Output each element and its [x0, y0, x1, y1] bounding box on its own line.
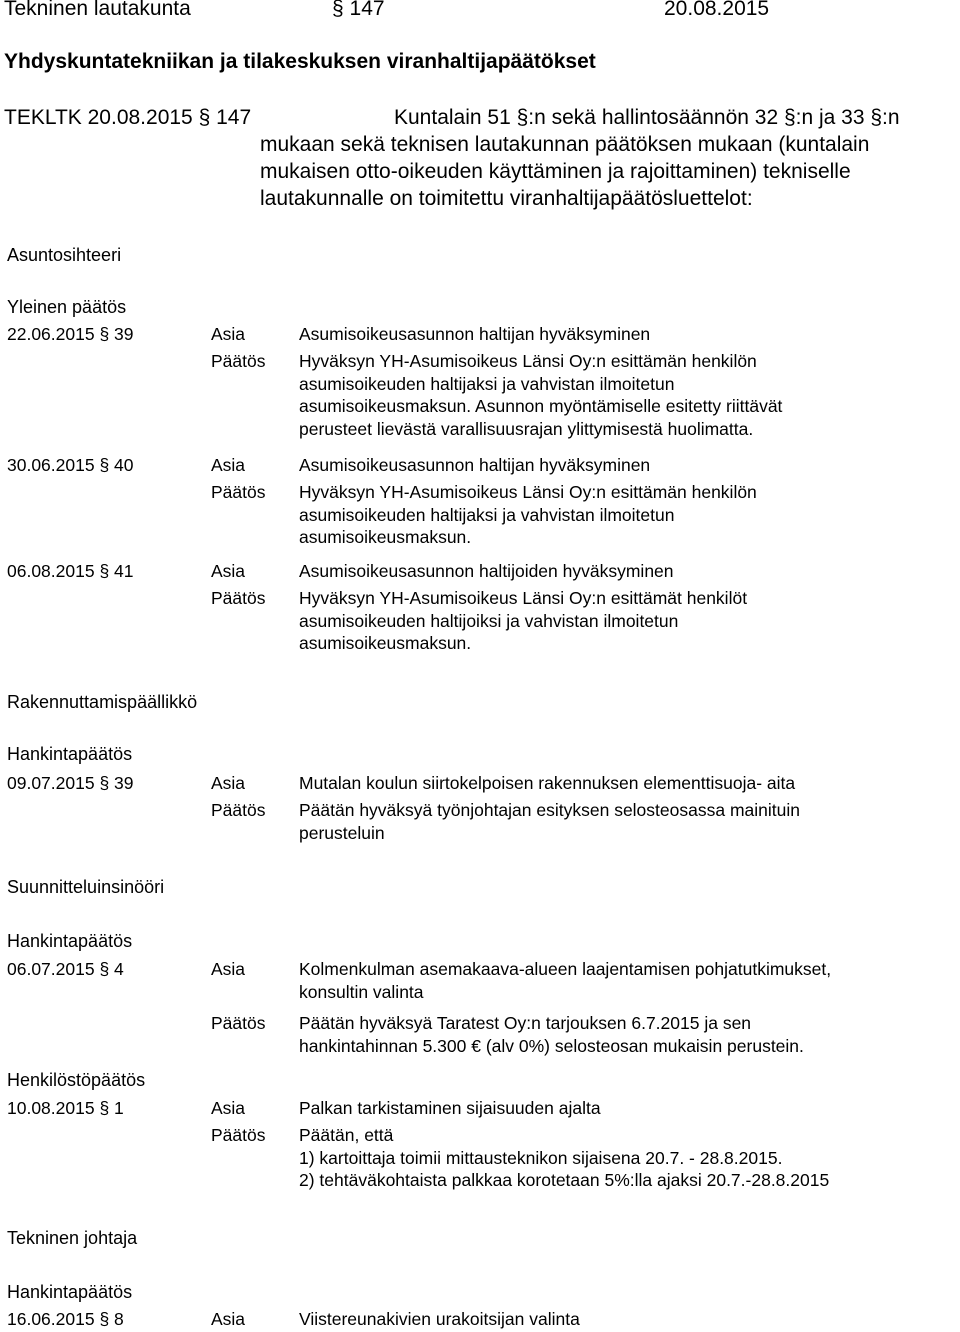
paatos-line: Päätän, että: [299, 1125, 394, 1145]
paatos-line: asumisoikeusmaksun.: [299, 633, 472, 653]
decision-type: Yleinen päätös: [7, 297, 127, 317]
header-date: 20.08.2015: [664, 0, 770, 20]
paatos-line: Päätän hyväksyä Taratest Oy:n tarjouksen 6.7.2015 ja sen: [299, 1013, 752, 1033]
asia-label: Asia: [211, 773, 246, 793]
section-title: Rakennuttamispäällikkö: [7, 692, 198, 712]
asia-text: Asumisoikeusasunnon haltijan hyväksyminen: [299, 324, 651, 344]
paatos-label: Päätös: [211, 800, 266, 820]
paatos-label: Päätös: [211, 482, 266, 502]
decision-ref: 06.07.2015 § 4: [7, 959, 124, 979]
asia-label: Asia: [211, 561, 246, 581]
asia-label: Asia: [211, 455, 246, 475]
header-number: § 147: [332, 0, 385, 20]
paatos-line: 2) tehtäväkohtaista palkkaa korotetaan 5%:lla ajaksi 20.7.-28.8.2015: [299, 1170, 830, 1190]
asia-text: Kolmenkulman asemakaava-alueen laajentamisen pohjatutkimukset,: [299, 959, 832, 979]
asia-text: Palkan tarkistaminen sijaisuuden ajalta: [299, 1098, 601, 1118]
paatos-line: perusteluin: [299, 822, 385, 843]
intro-ref: TEKLTK 20.08.2015 § 147: [4, 106, 252, 129]
paatos-line: asumisoikeuden haltijoiksi ja vahvistan ilmoitetun: [299, 610, 679, 631]
asia-text: Asumisoikeusasunnon haltijoiden hyväksyminen: [299, 561, 674, 581]
intro-text: [260, 104, 900, 212]
header-org: Tekninen lautakunta: [4, 0, 191, 20]
paatos-line: asumisoikeusmaksun.: [299, 527, 472, 547]
asia-label: Asia: [211, 1309, 246, 1329]
decision-ref: 16.06.2015 § 8: [7, 1309, 124, 1329]
section-title: Suunnitteluinsinööri: [7, 877, 165, 897]
paatos-label: Päätös: [211, 351, 266, 371]
decision-ref: 09.07.2015 § 39: [7, 773, 134, 793]
asia-label: Asia: [211, 324, 246, 344]
decision-type: Henkilöstöpäätös: [7, 1070, 146, 1090]
paatos-line: Päätän hyväksyä työnjohtajan esityksen selosteosassa mainituin: [299, 800, 800, 820]
decision-ref: 06.08.2015 § 41: [7, 561, 134, 581]
asia-text: Viistereunakivien urakoitsijan valinta: [299, 1309, 580, 1329]
paatos-line: hankintahinnan 5.300 € (alv 0%) selosteosan mukaisin perustein.: [299, 1035, 804, 1056]
decision-type: Hankintapäätös: [7, 931, 133, 951]
paatos-line: 1) kartoittaja toimii mittausteknikon sijaisena 20.7. - 28.8.2015.: [299, 1147, 783, 1168]
paatos-label: Päätös: [211, 1013, 266, 1033]
decision-type: Hankintapäätös: [7, 1282, 133, 1302]
paatos-line: Hyväksyn YH-Asumisoikeus Länsi Oy:n esittämän henkilön: [299, 351, 757, 371]
intro-line: mukaisen otto-oikeuden käyttäminen ja rajoittaminen) tekniselle: [260, 160, 851, 183]
asia-label: Asia: [211, 959, 246, 979]
page-title: Yhdyskuntatekniikan ja tilakeskuksen viranhaltijapäätökset: [4, 50, 596, 73]
asia-label: Asia: [211, 1098, 246, 1118]
paatos-line: asumisoikeuden haltijaksi ja vahvistan ilmoitetun: [299, 504, 675, 525]
asia-text: Mutalan koulun siirtokelpoisen rakennuksen elementtisuoja- aita: [299, 773, 796, 793]
asia-text: Asumisoikeusasunnon haltijan hyväksyminen: [299, 455, 651, 475]
intro-line: Kuntalain 51 §:n sekä hallintosäännön 32 §:n ja 33 §:n: [394, 106, 900, 129]
section-title: Tekninen johtaja: [7, 1228, 138, 1248]
intro-line: lautakunnalle on toimitettu viranhaltijapäätösluettelot:: [260, 187, 753, 210]
decision-ref: 30.06.2015 § 40: [7, 455, 134, 475]
paatos-line: asumisoikeusmaksun. Asunnon myöntämiselle esitetty riittävät: [299, 396, 783, 416]
section-title: Asuntosihteeri: [7, 245, 122, 265]
paatos-label: Päätös: [211, 588, 266, 608]
decision-ref: 22.06.2015 § 39: [7, 324, 134, 344]
paatos-label: Päätös: [211, 1125, 266, 1145]
paatos-line: Hyväksyn YH-Asumisoikeus Länsi Oy:n esittämän henkilön: [299, 482, 757, 502]
decision-ref: 10.08.2015 § 1: [7, 1098, 124, 1118]
decision-type: Hankintapäätös: [7, 744, 133, 764]
paatos-line: Hyväksyn YH-Asumisoikeus Länsi Oy:n esittämät henkilöt: [299, 588, 748, 608]
paatos-line: perusteet lievästä varallisuusrajan ylittymisestä huolimatta.: [299, 418, 754, 439]
paatos-line: asumisoikeuden haltijaksi ja vahvistan ilmoitetun: [299, 373, 675, 394]
intro-line: mukaan sekä teknisen lautakunnan päätöksen mukaan (kuntalain: [260, 133, 870, 156]
asia-text: konsultin valinta: [299, 981, 424, 1002]
